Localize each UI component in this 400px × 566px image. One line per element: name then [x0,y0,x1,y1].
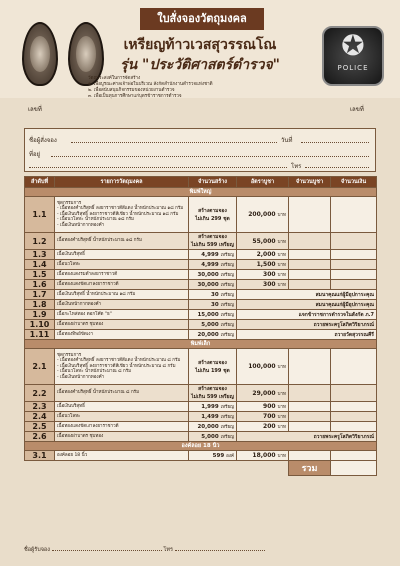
order-quantity-field[interactable] [289,451,331,461]
order-amount-field[interactable] [331,260,377,270]
table-row [25,349,377,385]
item-quantity: 599 องค์ [189,451,237,461]
item-number: 2.4 [25,412,55,422]
item-note: สมนาคุณแก่ผู้มีอุปการะคุณ [237,290,377,300]
item-description-line: - เนื้อนวโลหะ น้ำหนักประมาณ ๑๘ กรัม [57,217,134,223]
item-description-line: - เนื้อทองคำบริสุทธิ์ ลงยาราชาวดีสีแดง น้ำหนักประมาณ ๑๘ กรัม [57,206,184,212]
item-description-line: เนื้อกะไหล่ทอง ตอกโค๊ต "ธ" [57,311,112,317]
order-quantity-field[interactable] [289,197,331,233]
item-description-line: เนื้อทองแดงขัดเงาลงยาราชาวดี [57,281,119,287]
item-description [55,412,189,422]
footer [24,546,376,554]
item-description-line: - เนื้อเงินหน้ากากทองคำ [57,222,105,228]
item-quantity: 20,000 เหรียญ [189,422,237,432]
order-quantity-field[interactable] [289,422,331,432]
table-row [25,412,377,422]
item-number: 1.4 [25,260,55,270]
item-quantity: 4,999 เหรียญ [189,250,237,260]
item-description-line: - เนื้อเงินหน้ากากทองคำ [57,374,105,380]
item-number: 3.1 [25,451,55,461]
phone-label: โทร [291,163,302,170]
section-header-row [25,340,377,349]
col-header: จำนวนสร้าง [189,177,237,188]
item-quantity: 20,000 เหรียญ [189,330,237,340]
item-description-line: เนื้อเงินบริสุทธิ์ [57,251,85,257]
order-quantity-field[interactable] [289,250,331,260]
item-number: 1.11 [25,330,55,340]
order-quantity-field[interactable] [289,280,331,290]
item-note: สมนาคุณแก่ผู้มีอุปการะคุณ [237,300,377,310]
item-number: 2.1 [25,349,55,385]
receiver-field[interactable] [52,550,162,551]
order-quantity-field[interactable] [289,233,331,250]
item-description [55,300,189,310]
purpose-text: วัตถุประสงค์ในการจัดสร้าง ๑. เพื่อบูรณะศาลเจ้าพ่อในบริเวณ สังกัดสำนักงานตำรวจแห่งชาติ ๒. เพื่อสนับสนุนกิจกรรมของหน่วยงานตำรวจ ๓. เพื่อเป็นทุนการศึกษาแก่บุตรข้าราชการตำรวจ [88,76,213,99]
order-amount-field[interactable] [331,280,377,290]
item-quantity: 1,499 เหรียญ [189,412,237,422]
item-quantity: 30 เหรียญ [189,300,237,310]
item-number: 2.3 [25,402,55,412]
item-description-line: เนื้อทองแดงขัดเงาลงยาราชาวดี [57,423,119,429]
section-header-row [25,442,377,451]
item-description-line: - เนื้อเงินบริสุทธิ์ ลงยาราชาวดีสีเขียว น้ำหนักประมาณ ๑๘ กรัม [57,211,179,217]
item-price: 2,000 บาท [237,250,289,260]
order-quantity-field[interactable] [289,412,331,422]
item-number: 1.5 [25,270,55,280]
order-amount-field[interactable] [331,270,377,280]
item-note: ถวายวัดสุวรรณคีรี [237,330,377,340]
item-description [55,330,189,340]
header [0,0,400,113]
col-header: จำนวนเงิน [331,177,377,188]
table-row [25,300,377,310]
table-header-row [25,177,377,188]
item-description-line: เนื้อทองฝาบาตร ชุบทอง [57,433,104,439]
order-amount-field[interactable] [331,402,377,412]
item-description-line: ชุดกรรมการ [57,200,82,206]
item-description-line: - เนื้อทองคำบริสุทธิ์ ลงยาราชาวดีสีแดง น้ำหนักประมาณ ๘ กรัม [57,358,181,364]
item-quantity: 1,999 เหรียญ [189,402,237,412]
order-quantity-field[interactable] [289,260,331,270]
table-row [25,402,377,412]
order-amount-field[interactable] [331,250,377,260]
col-header: อัตราบูชา [237,177,289,188]
item-number: 1.7 [25,290,55,300]
item-description-line: เนื้อเงินบริสุทธิ์ [57,403,85,409]
item-price: 29,000 บาท [237,385,289,402]
item-price: 300 บาท [237,270,289,280]
item-quantity: 30,000 เหรียญ [189,270,237,280]
order-quantity-field[interactable] [289,402,331,412]
item-description [55,320,189,330]
address-field-2[interactable] [29,167,287,168]
item-number: 1.10 [25,320,55,330]
item-price: 18,000 บาท [237,451,289,461]
section-title: องค์ลอย 18 นิ้ว [25,442,377,451]
item-price: 900 บาท [237,402,289,412]
receiver-label: ชื่อผู้รับจอง [24,547,50,553]
item-quantity: 30,000 เหรียญ [189,280,237,290]
total-amount-field[interactable] [331,461,377,476]
col-header: จำนวนบูชา [289,177,331,188]
table-row [25,330,377,340]
address-label: ที่อยู่ [29,151,41,158]
item-quantity: 5,000 เหรียญ [189,432,237,442]
table-row [25,280,377,290]
item-description-line: เนื้อทองคำบริสุทธิ์ น้ำหนักประมาณ ๑๘ กรัม [57,238,142,244]
item-price: 1,500 บาท [237,260,289,270]
item-description [55,290,189,300]
doc-number-left: เลขที่ [28,106,42,113]
item-description-line: - เนื้อนวโลหะ น้ำหนักประมาณ ๘ กรัม [57,369,132,375]
receiver-phone-field[interactable] [175,550,265,551]
item-quantity: สร้างตามจอง ไม่เกิน 599 เหรียญ [189,385,237,402]
doc-number-right: เลขที่ [350,106,364,113]
item-price: 200 บาท [237,422,289,432]
section-header-row [25,188,377,197]
items-table [24,176,377,476]
item-quantity: สร้างตามจอง ไม่เกิน 599 เหรียญ [189,233,237,250]
item-quantity: 5,000 เหรียญ [189,320,237,330]
item-description [55,402,189,412]
item-description [55,250,189,260]
item-description-line: เนื้อเงินหน้ากากทองคำ [57,301,102,307]
table-row [25,197,377,233]
item-description-line: เนื้อทองแดงรมดำลงยาราชาวดี [57,271,118,277]
col-header: ลำดับที่ [25,177,55,188]
item-quantity: 4,999 เหรียญ [189,260,237,270]
phone-field[interactable] [305,167,369,168]
order-amount-field[interactable] [331,385,377,402]
item-description [55,280,189,290]
table-row [25,290,377,300]
table-row [25,451,377,461]
item-price: 300 บาท [237,280,289,290]
item-description [55,260,189,270]
item-note: ถวายพระครูโสภิตวิริยาภรณ์ [237,432,377,442]
item-number: 2.2 [25,385,55,402]
order-amount-field[interactable] [331,349,377,385]
item-description [55,310,189,320]
item-description [55,385,189,402]
item-number: 1.6 [25,280,55,290]
item-description-line: เนื้อทองคำบริสุทธิ์ น้ำหนักประมาณ ๘ กรัม [57,390,140,396]
item-description-line: - เนื้อเงินบริสุทธิ์ ลงยาราชาวดีสีเขียว น้ำหนักประมาณ ๘ กรัม [57,363,176,369]
total-row [25,461,377,476]
item-description-line: เนื้อทองฝาบาตร ชุบทอง [57,321,104,327]
table-row [25,233,377,250]
item-description [55,349,189,385]
table-row [25,422,377,432]
item-quantity: สร้างตามจอง ไม่เกิน 299 ชุด [189,197,237,233]
item-description [55,233,189,250]
table-row [25,310,377,320]
item-price: 100,000 บาท [237,349,289,385]
table-row [25,270,377,280]
order-quantity-field[interactable] [289,385,331,402]
item-quantity: 30 เหรียญ [189,290,237,300]
item-note: ถวายพระครูโสภิตวิริยาภรณ์ [237,320,377,330]
booker-form [24,128,376,172]
item-note: แจกข้าราชการตำรวจในสังกัด ภ.7 [237,310,377,320]
order-quantity-field[interactable] [289,349,331,385]
item-quantity: 15,000 เหรียญ [189,310,237,320]
item-description-line: เนื้อนวโลหะ [57,413,81,419]
receiver-phone-label: โทร [163,547,173,553]
item-quantity: สร้างตามจอง ไม่เกิน 199 ชุด [189,349,237,385]
item-number: 2.5 [25,422,55,432]
table-row [25,432,377,442]
item-number: 1.3 [25,250,55,260]
table-row [25,250,377,260]
col-header: รายการวัตถุมงคล [55,177,189,188]
item-description [55,197,189,233]
item-number: 1.8 [25,300,55,310]
item-description [55,432,189,442]
item-description [55,270,189,280]
series-title: รุ่น "ประวัติศาสตร์ตำรวจ" [120,57,280,73]
table-row [25,320,377,330]
order-quantity-field[interactable] [289,270,331,280]
order-amount-field[interactable] [331,451,377,461]
item-description [55,422,189,432]
item-number: 1.1 [25,197,55,233]
item-description-line: เนื้อทองทิพย์ขัดเงา [57,331,94,337]
item-number: 2.6 [25,432,55,442]
date-field[interactable] [301,142,369,143]
item-number: 1.9 [25,310,55,320]
booker-name-field[interactable] [71,142,277,143]
amulet-left-image [22,22,58,86]
item-price: 700 บาท [237,412,289,422]
order-amount-field[interactable] [331,197,377,233]
coin-name: เหรียญท้าวเวสสุวรรณโณ [123,37,277,53]
order-amount-field[interactable] [331,412,377,422]
item-price: 200,000 บาท [237,197,289,233]
table-row [25,260,377,270]
item-description-line: ชุดกรรมการ [57,352,82,358]
item-description-line: องค์ลอย 18 นิ้ว [57,452,88,458]
item-description [55,451,189,461]
item-description-line: เนื้อเงินบริสุทธิ์ น้ำหนักประมาณ ๑๘ กรัม [57,291,136,297]
date-label: วันที่ [281,137,293,144]
police-emblem-icon: ✪ POLICE [322,26,384,86]
section-title: พิมพ์เล็ก [25,340,377,349]
order-amount-field[interactable] [331,233,377,250]
order-amount-field[interactable] [331,422,377,432]
item-description-line: เนื้อนวโลหะ [57,261,81,267]
item-number: 1.2 [25,233,55,250]
item-price: 55,000 บาท [237,233,289,250]
section-title: พิมพ์ใหญ่ [25,188,377,197]
address-field[interactable] [51,156,369,157]
table-row [25,385,377,402]
order-title: ใบสั่งจองวัตถุมงคล [140,8,264,30]
total-label: รวม [289,461,331,476]
booker-label: ชื่อผู้สั่งจอง [29,137,57,144]
